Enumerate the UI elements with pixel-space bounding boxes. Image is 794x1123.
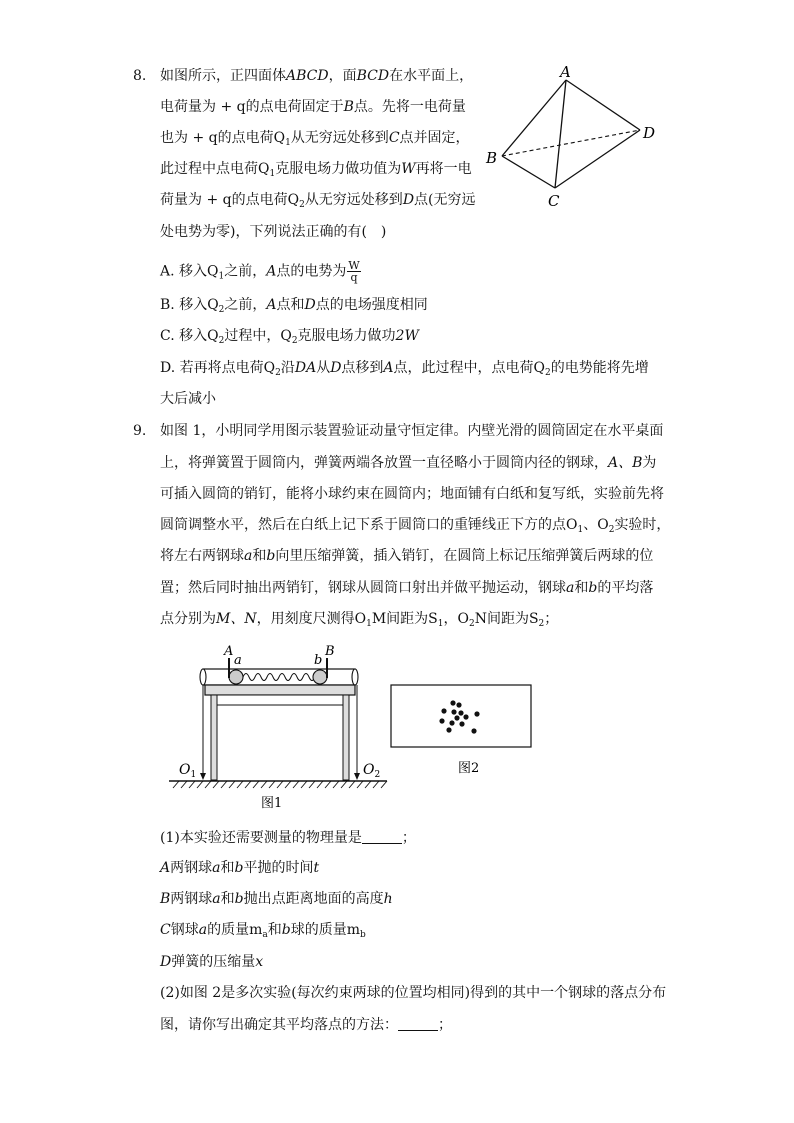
figure-2-caption: 图2 (458, 761, 480, 776)
label-d: D (643, 124, 656, 142)
q8-option-a: A. 移入$Q_1$之前，A点的电势为 $\frac{W}{q}$ (160, 259, 360, 284)
q9-number: 9. (133, 423, 147, 439)
q9-part2: (2)如图 2是多次实验(每次约束两球的位置均相同)得到的其中一个钢球的落点分布 (160, 985, 667, 1001)
dot (471, 728, 476, 733)
label-ball-b: b (314, 653, 323, 668)
label-pin-b: B (325, 644, 335, 659)
q9-line3: 可插入圆筒的销钉，能将小球约束在圆筒内；地面铺有白纸和复写纸，实验前先将 (160, 486, 664, 502)
edge-bc (502, 156, 555, 188)
fraction-w-over-q: $\frac{W}{q}$ (348, 259, 360, 284)
table-apron (215, 695, 345, 705)
tube-right-end (352, 669, 358, 685)
q8-option-b: B. 移入$Q_2$之前，A点和D点的电场强度相同 (160, 297, 428, 315)
label-ball-a: a (234, 653, 242, 668)
label-o2: $O_2$ (363, 762, 381, 780)
label-a: A (560, 63, 571, 81)
q8-line4: 此过程中点电荷$Q_1$克服电场力做功值为W再将一电 (160, 161, 472, 179)
q8-line5: 荷量为 + q的点电荷$Q_2$从无穷远处移到D点(无穷远 (160, 192, 476, 210)
label-o1: $O_1$ (179, 762, 197, 780)
edge-bd-hidden (502, 130, 640, 156)
paper-rect (391, 685, 531, 747)
edge-ac (555, 80, 566, 188)
q9-choice-a: A两钢球a和b平抛的时间t (160, 860, 320, 876)
edge-ad (566, 80, 640, 130)
tetrahedron-figure (482, 60, 662, 210)
ground-hatching (173, 781, 387, 788)
q8-option-c: C. 移入$Q_2$过程中，$Q_2$克服电场力做功2W (160, 328, 419, 346)
q8-line1: 如图所示，正四面体ABCD，面BCD在水平面上， (160, 68, 474, 84)
table-top (205, 685, 355, 695)
q9-line2: 上，将弹簧置于圆筒内，弹簧两端各放置一直径略小于圆筒内径的钢球，A、B为 (160, 455, 657, 471)
dot (449, 720, 454, 725)
dot (446, 727, 451, 732)
q9-part1: (1)本实验还需要测量的物理量是 ； (160, 830, 416, 846)
answer-blank-1[interactable] (362, 829, 402, 844)
answer-blank-2[interactable] (398, 1016, 438, 1031)
edge-cd (555, 130, 640, 188)
q9-line4: 圆筒调整水平，然后在白纸上记下系于圆筒口的重锤线正下方的点$O_1$、$O_2$实验时， (160, 517, 671, 535)
dot (459, 721, 464, 726)
q8-option-d: D. 若再将点电荷$Q_2$沿DA从D点移到A点，此过程中，点电荷$Q_2$的电势能将先增 (160, 360, 649, 378)
plumb-bob-left (200, 773, 206, 780)
q8-number: 8. (133, 68, 147, 84)
table-leg-left (211, 695, 217, 780)
figure-1-apparatus (165, 640, 390, 815)
q9-line7: 点分别为M、N，用刻度尺测得$O_1M$间距为$S_1$，$O_2N$间距为$S_2$； (160, 611, 559, 629)
plumb-bob-right (354, 773, 360, 780)
q8-option-d-cont: 大后减小 (160, 391, 216, 407)
dot (463, 714, 468, 719)
q9-line6: 置；然后同时抽出两销钉，钢球从圆筒口射出并做平抛运动，钢球a和b的平均落 (160, 580, 654, 596)
dot (458, 710, 463, 715)
ball-b (313, 670, 327, 684)
figure-1-caption: 图1 (261, 796, 283, 811)
q9-choice-b: B两钢球a和b抛出点距离地面的高度h (160, 891, 393, 907)
q8-line6: 处电势为零)，下列说法正确的有( ) (160, 224, 387, 240)
dot (454, 715, 459, 720)
table-leg-right (343, 695, 349, 780)
q8-line2: 电荷量为 + q的点电荷固定于B点。先将一电荷量 (160, 99, 466, 115)
dot (441, 708, 446, 713)
tube-left-end (200, 669, 206, 685)
dot (450, 700, 455, 705)
label-pin-a: A (224, 644, 234, 659)
q9-line1: 如图 1，小明同学用图示装置验证动量守恒定律。内壁光滑的圆筒固定在水平桌面 (160, 423, 664, 439)
dot (456, 702, 461, 707)
dot (439, 718, 444, 723)
q9-line5: 将左右两钢球a和b向里压缩弹簧，插入销钉，在圆筒上标记压缩弹簧后两球的位 (160, 548, 654, 564)
dot (451, 709, 456, 714)
q9-part2-cont: 图，请你写出确定其平均落点的方法： ； (160, 1017, 452, 1033)
q8-line3: 也为 + q的点电荷$Q_1$从无穷远处移到C点并固定， (160, 130, 470, 148)
figure-2-landing-points (388, 683, 534, 783)
label-b: B (486, 149, 498, 167)
q9-choice-d: D弹簧的压缩量x (160, 954, 264, 970)
q9-choice-c: C钢球a的质量$m_a$和b球的质量$m_b$ (160, 922, 366, 940)
ball-a (229, 670, 243, 684)
dot (474, 711, 479, 716)
label-c: C (548, 192, 560, 210)
edge-ab (502, 80, 566, 156)
